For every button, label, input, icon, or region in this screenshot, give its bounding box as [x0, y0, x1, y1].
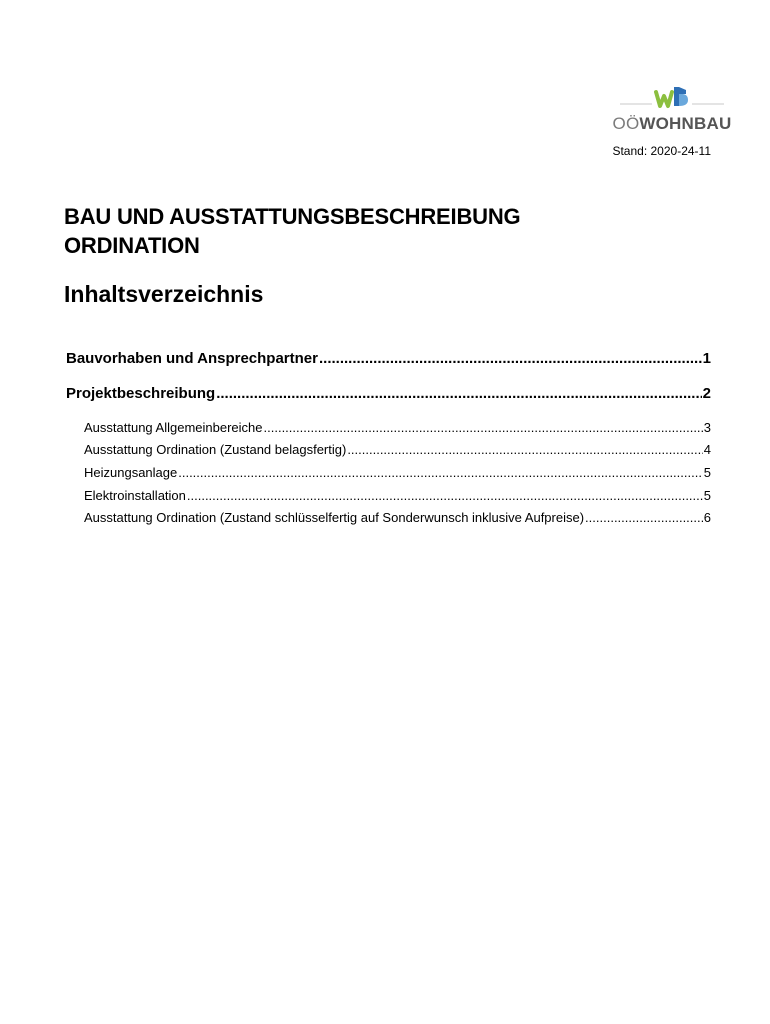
toc-entry-label: Ausstattung Ordination (Zustand schlüsselfertig auf Sonderwunsch inklusive Aufpreise)	[84, 510, 585, 525]
oe-wohnbau-logo	[608, 84, 736, 136]
toc-entry-label: Ausstattung Ordination (Zustand belagsfertig)	[84, 442, 347, 457]
toc-page-number: 5	[703, 465, 711, 480]
toc-entry-ordination-belagsfertig[interactable]	[84, 442, 711, 458]
toc-dot-leader	[187, 488, 703, 504]
toc-entry-label: Projektbeschreibung	[66, 385, 216, 402]
toc-page-number: 6	[703, 510, 711, 525]
toc-entry-label: Bauvorhaben und Ansprechpartner	[66, 350, 318, 367]
toc-entry-ordination-schluesselfertig[interactable]	[84, 510, 711, 526]
toc-entry-bauvorhaben[interactable]	[66, 350, 711, 368]
toc-entry-label: Ausstattung Allgemeinbereiche	[84, 420, 263, 435]
toc-entry-label: Elektroinstallation	[84, 488, 186, 503]
toc-entry-elektroinstallation[interactable]	[84, 488, 711, 504]
stand-date: Stand: 2020-24-11	[612, 144, 711, 158]
logo-text-light: OÖ	[612, 114, 640, 133]
logo-mark-icon	[608, 84, 736, 112]
toc-dot-leader	[264, 420, 703, 436]
toc-entry-heizungsanlage[interactable]	[84, 465, 711, 481]
toc-page-number: 5	[703, 488, 711, 503]
toc-dot-leader	[347, 442, 702, 458]
title-line-2: ORDINATION	[64, 233, 200, 258]
toc-page-number: 1	[702, 350, 711, 367]
toc-entry-allgemeinbereiche[interactable]	[84, 420, 711, 436]
toc-entry-projektbeschreibung[interactable]	[66, 385, 711, 403]
document-title	[64, 202, 704, 260]
logo-wordmark	[608, 114, 736, 134]
toc-page-number: 3	[703, 420, 711, 435]
toc-entry-label: Heizungsanlage	[84, 465, 178, 480]
logo-text-bold: WOHNBAU	[639, 114, 732, 133]
toc-page-number: 4	[703, 442, 711, 457]
toc-dot-leader	[585, 510, 703, 526]
toc-dot-leader	[216, 385, 701, 403]
toc-heading: Inhaltsverzeichnis	[64, 281, 264, 307]
title-line-1: BAU UND AUSSTATTUNGSBESCHREIBUNG	[64, 204, 521, 229]
toc-dot-leader	[319, 350, 702, 368]
toc-page-number: 2	[702, 385, 711, 402]
toc-dot-leader	[178, 465, 703, 481]
